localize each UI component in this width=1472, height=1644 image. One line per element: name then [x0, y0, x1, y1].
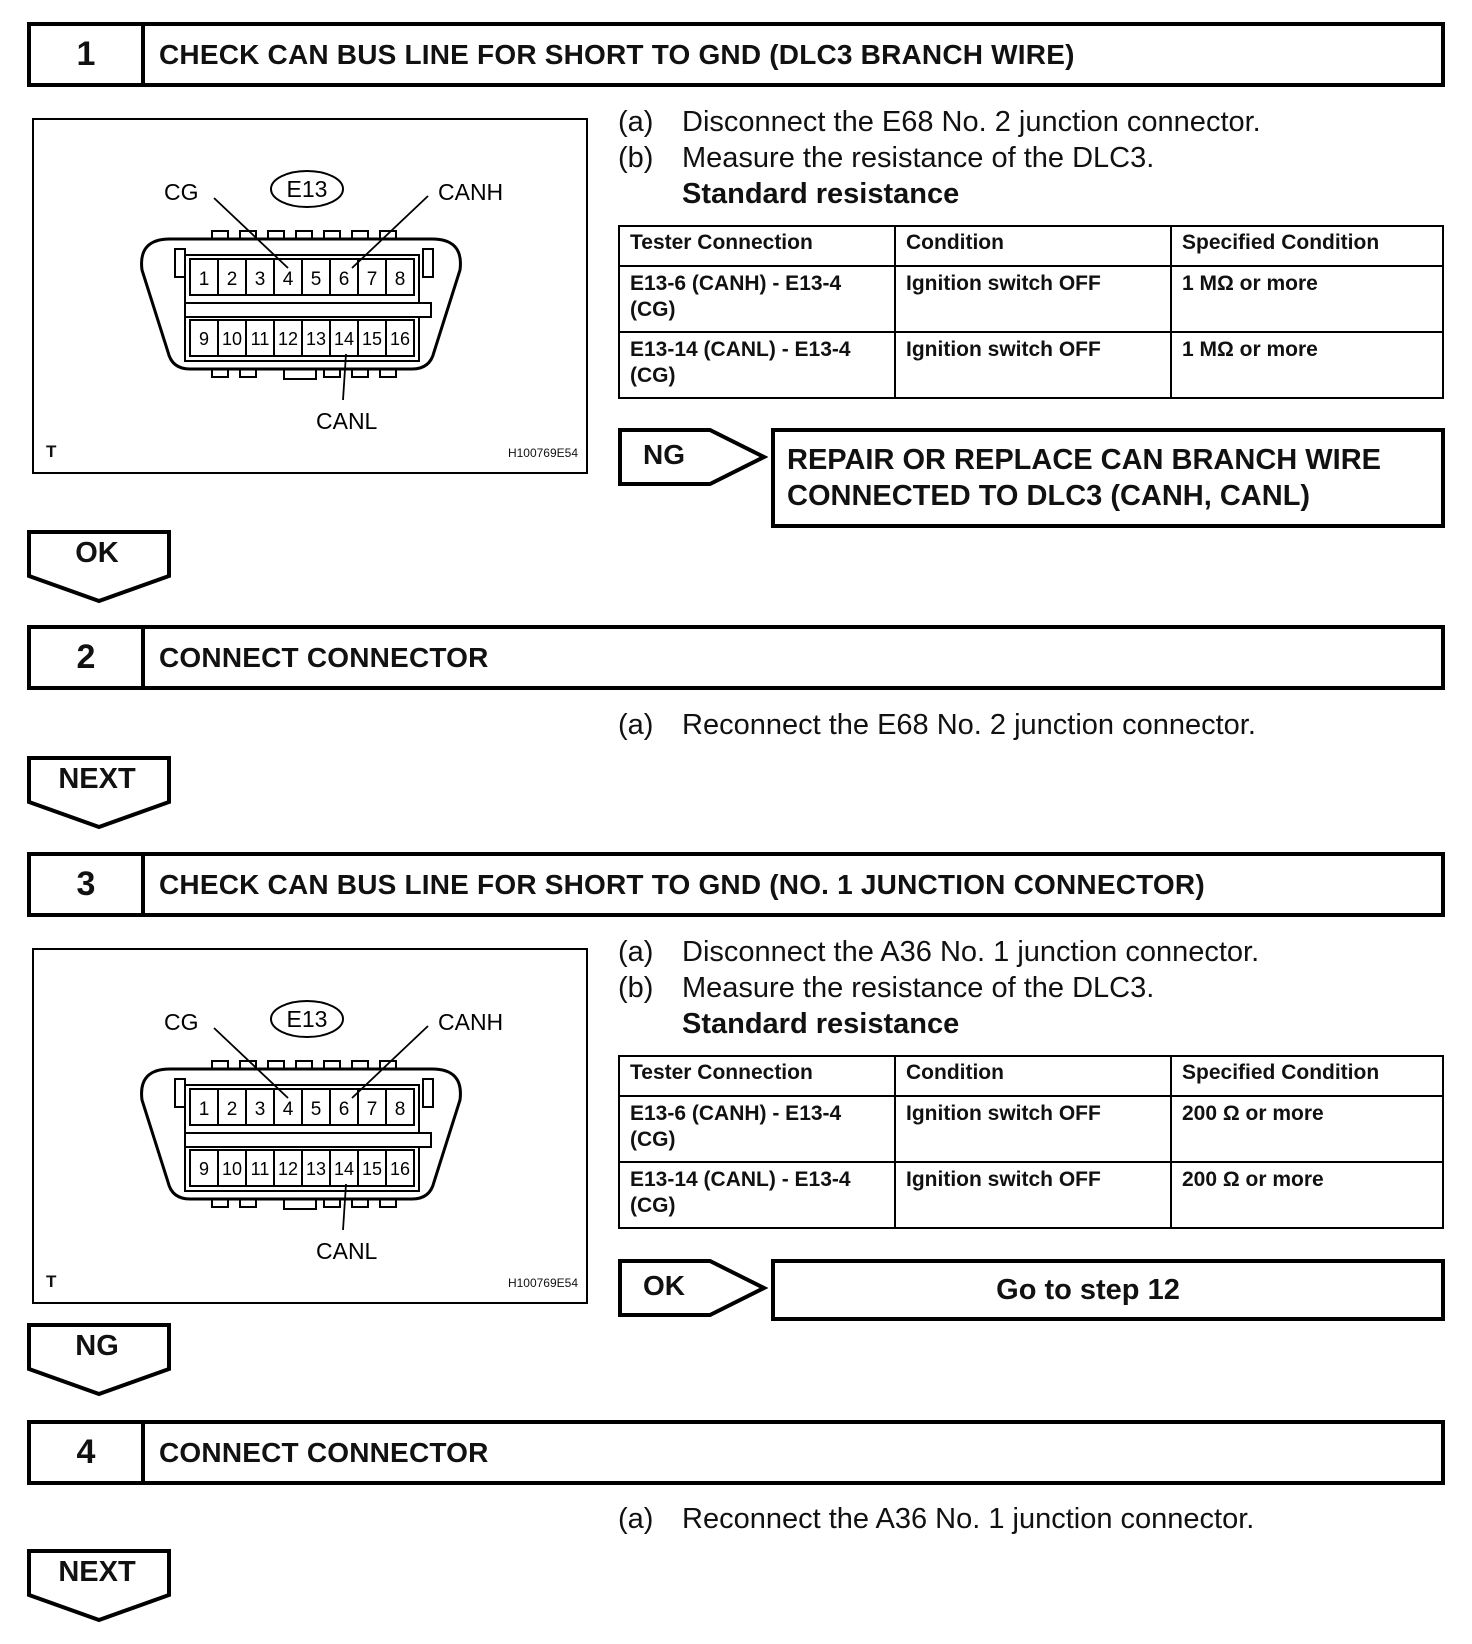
instruction-label: (a) — [618, 106, 654, 138]
pin-number: 5 — [310, 269, 322, 290]
resistance-table — [618, 1055, 1444, 1229]
figure-code: H100769E54 — [507, 446, 578, 460]
step-number: 2 — [31, 629, 145, 686]
table-cell: E13-6 (CANH) - E13-4 (CG) — [619, 266, 895, 332]
column-header: Condition — [895, 1056, 1171, 1096]
pin-number: 7 — [366, 1099, 378, 1120]
flow-label: OK — [75, 536, 119, 569]
column-header: Tester Connection — [619, 1056, 895, 1096]
dlc3-connector-drawing — [34, 120, 590, 476]
instruction-label: (a) — [618, 709, 654, 741]
table-cell: Ignition switch OFF — [895, 1096, 1171, 1162]
column-header: Specified Condition — [1171, 226, 1443, 266]
pin-number: 4 — [282, 269, 294, 290]
canh-label: CANH — [438, 1009, 504, 1035]
flow-label: NEXT — [58, 1555, 136, 1588]
step-3-instructions — [618, 934, 1259, 1042]
result-line: Go to step 12 — [996, 1273, 1180, 1306]
table-row — [619, 266, 1443, 332]
pin-number: 2 — [226, 1099, 238, 1120]
table-row — [619, 332, 1443, 398]
instruction-item — [618, 934, 1259, 970]
pin-number: 11 — [250, 329, 270, 349]
table-cell: Ignition switch OFF — [895, 266, 1171, 332]
table-cell: 1 MΩ or more — [1171, 332, 1443, 398]
instruction-text: Reconnect the A36 No. 1 junction connector. — [682, 1503, 1255, 1535]
pin-number: 3 — [254, 1099, 266, 1120]
flow-label: NEXT — [58, 762, 136, 795]
step-title: CONNECT CONNECTOR — [159, 1436, 489, 1468]
pin-number: 1 — [198, 1099, 210, 1120]
canh-label: CANH — [438, 179, 504, 205]
pin-number: 2 — [226, 269, 238, 290]
ok-flow-arrow — [27, 530, 173, 604]
table-row — [619, 1096, 1443, 1162]
pin-number: 3 — [254, 269, 266, 290]
pin-number: 4 — [282, 1099, 294, 1120]
table-cell: Ignition switch OFF — [895, 1162, 1171, 1228]
pin-number: 6 — [338, 269, 350, 290]
ng-tag-label: NG — [643, 439, 685, 470]
step-3-header — [27, 852, 1445, 917]
column-header: Tester Connection — [619, 226, 895, 266]
pin-number: 15 — [361, 1159, 383, 1179]
dlc3-connector-figure — [32, 948, 588, 1304]
pin-number: 10 — [221, 329, 243, 349]
pin-number: 9 — [198, 1159, 210, 1179]
pin-number: 12 — [277, 329, 299, 349]
standard-heading: Standard resistance — [682, 178, 960, 210]
instruction-label: (b) — [618, 972, 654, 1004]
pin-number: 10 — [221, 1159, 243, 1179]
instruction-label: (a) — [618, 936, 654, 968]
pin-number: 8 — [394, 269, 406, 290]
step-4-header — [27, 1420, 1445, 1485]
instruction-text: Disconnect the E68 No. 2 junction connector. — [682, 106, 1261, 138]
table-cell: 200 Ω or more — [1171, 1096, 1443, 1162]
table-row — [619, 1162, 1443, 1228]
pin-number: 7 — [366, 269, 378, 290]
next-flow-arrow — [27, 756, 173, 830]
instruction-text: Measure the resistance of the DLC3. — [682, 972, 1155, 1004]
pin-number: 13 — [305, 1159, 327, 1179]
pin-number: 12 — [277, 1159, 299, 1179]
pin-number: 5 — [310, 1099, 322, 1120]
step-title: CHECK CAN BUS LINE FOR SHORT TO GND (DLC3 BRANCH WIRE) — [159, 38, 1075, 70]
step-title: CHECK CAN BUS LINE FOR SHORT TO GND (NO. 1 JUNCTION CONNECTOR) — [159, 868, 1205, 900]
dlc3-connector-figure — [32, 118, 588, 474]
result-line: CONNECTED TO DLC3 (CANH, CANL) — [787, 480, 1311, 512]
pin-number: 14 — [333, 1159, 355, 1179]
instruction-item — [618, 1501, 1254, 1537]
table-cell: E13-14 (CANL) - E13-4 (CG) — [619, 1162, 895, 1228]
dlc3-connector-drawing — [34, 950, 590, 1306]
table-header-row — [619, 1056, 1443, 1096]
cg-label: CG — [164, 179, 199, 205]
table-cell: Ignition switch OFF — [895, 332, 1171, 398]
ok-tag-label: OK — [643, 1270, 685, 1301]
instruction-item — [618, 970, 1259, 1006]
step-2-instructions — [618, 707, 1256, 743]
pin-number: 13 — [305, 329, 327, 349]
pin-number: 16 — [389, 1159, 411, 1179]
instruction-item — [618, 140, 1261, 176]
corner-mark: T — [46, 1272, 57, 1291]
table-cell: E13-14 (CANL) - E13-4 (CG) — [619, 332, 895, 398]
step-title: CONNECT CONNECTOR — [159, 641, 489, 673]
standard-heading: Standard resistance — [682, 1008, 960, 1040]
figure-code: H100769E54 — [507, 1276, 578, 1290]
instruction-item — [618, 104, 1261, 140]
pin-number: 6 — [338, 1099, 350, 1120]
step-number: 4 — [31, 1424, 145, 1481]
canl-label: CANL — [316, 1238, 378, 1264]
pin-number: 11 — [250, 1159, 270, 1179]
instruction-label: (b) — [618, 142, 654, 174]
resistance-table — [618, 225, 1444, 399]
instruction-text: Disconnect the A36 No. 1 junction connector. — [682, 936, 1260, 968]
step-1-instructions — [618, 104, 1261, 212]
column-header: Condition — [895, 226, 1171, 266]
flow-label: NG — [75, 1329, 119, 1362]
step-4-instructions — [618, 1501, 1254, 1537]
instruction-label: (a) — [618, 1503, 654, 1535]
table-cell: E13-6 (CANH) - E13-4 (CG) — [619, 1096, 895, 1162]
table-cell: 1 MΩ or more — [1171, 266, 1443, 332]
next-flow-arrow — [27, 1549, 173, 1623]
corner-mark: T — [46, 442, 57, 461]
pin-number: 1 — [198, 269, 210, 290]
step-number: 1 — [31, 26, 145, 83]
column-header: Specified Condition — [1171, 1056, 1443, 1096]
repair-result-box — [771, 428, 1445, 528]
pin-number: 16 — [389, 329, 411, 349]
goto-step-box — [771, 1259, 1445, 1321]
pin-number: 8 — [394, 1099, 406, 1120]
table-header-row — [619, 226, 1443, 266]
connector-id: E13 — [286, 176, 328, 202]
table-cell: 200 Ω or more — [1171, 1162, 1443, 1228]
step-2-header — [27, 625, 1445, 690]
instruction-text: Reconnect the E68 No. 2 junction connector. — [682, 709, 1256, 741]
instruction-text: Measure the resistance of the DLC3. — [682, 142, 1155, 174]
instruction-item — [618, 707, 1256, 743]
pin-number: 14 — [333, 329, 355, 349]
step-number: 3 — [31, 856, 145, 913]
ng-flow-arrow — [27, 1323, 173, 1397]
step-1-header — [27, 22, 1445, 87]
result-line: REPAIR OR REPLACE CAN BRANCH WIRE — [787, 444, 1381, 476]
pin-number: 9 — [198, 329, 210, 349]
pin-number: 15 — [361, 329, 383, 349]
canl-label: CANL — [316, 408, 378, 434]
connector-id: E13 — [286, 1006, 328, 1032]
cg-label: CG — [164, 1009, 199, 1035]
